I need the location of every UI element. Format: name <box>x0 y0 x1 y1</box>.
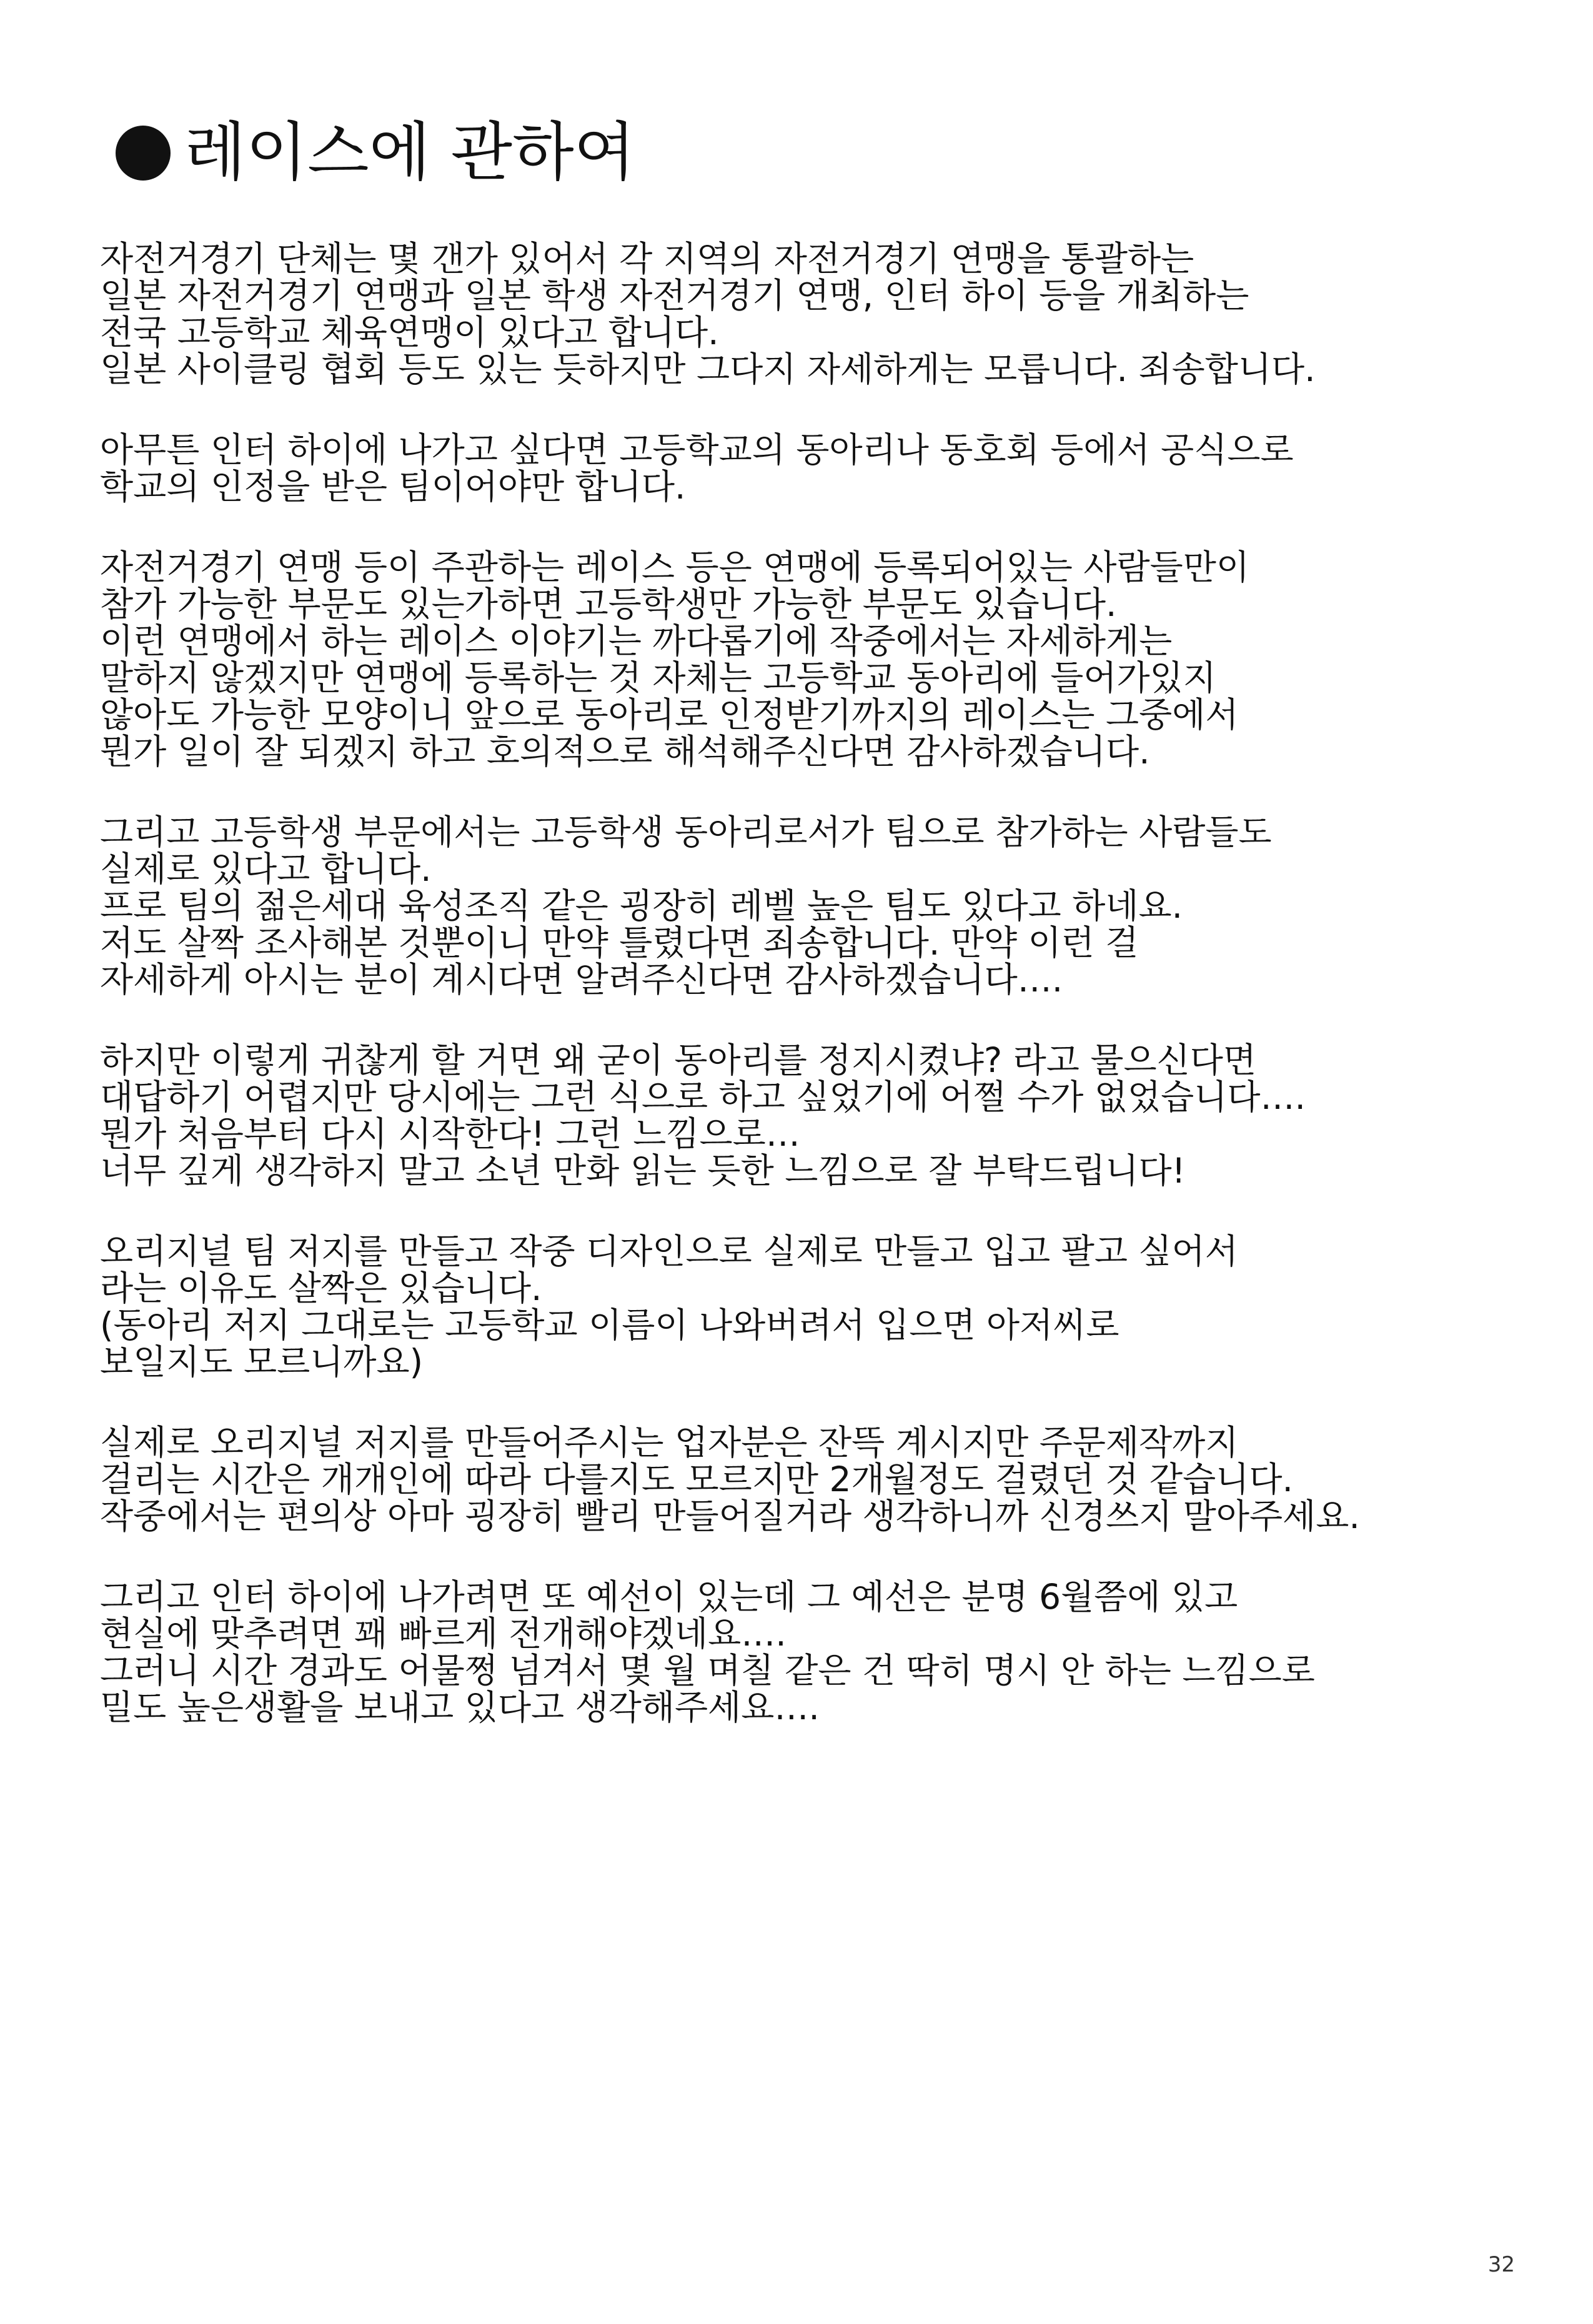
text-line: 않아도 가능한 모양이니 앞으로 동아리로 인정받기까지의 레이스는 그중에서 <box>100 695 1239 735</box>
text-line: 일본 자전거경기 연맹과 일본 학생 자전거경기 연맹, 인터 하이 등을 개최하는 <box>100 276 1249 315</box>
page-number: 32 <box>1487 2252 1515 2277</box>
text-line: 뭔가 일이 잘 되겠지 하고 호의적으로 해석해주신다면 감사하겠습니다. <box>100 732 1150 772</box>
text-line: 프로 팀의 젊은세대 육성조직 같은 굉장히 레벨 높은 팀도 있다고 하네요. <box>100 886 1183 926</box>
text-line: 실제로 오리지널 저지를 만들어주시는 업자분은 잔뜩 계시지만 주문제작까지 <box>100 1423 1239 1462</box>
paragraph <box>100 814 1506 998</box>
page-title <box>116 112 635 194</box>
text-line: (동아리 저지 그대로는 고등학교 이름이 나와버려서 입으면 아저씨로 <box>100 1305 1119 1345</box>
text-line: 실제로 있다고 합니다. <box>100 849 432 889</box>
bullet-icon <box>116 126 171 181</box>
text-line: 말하지 않겠지만 연맹에 등록하는 것 자체는 고등학교 동아리에 들어가있지 <box>100 658 1216 698</box>
paragraph <box>100 1579 1506 1726</box>
text-line: 자세하게 아시는 분이 계시다면 알려주신다면 감사하겠습니다…. <box>100 960 1063 1000</box>
text-line: 일본 사이클링 협회 등도 있는 듯하지만 그다지 자세하게는 모릅니다. 죄송합니다. <box>100 349 1316 389</box>
text-line: 대답하기 어렵지만 당시에는 그런 식으로 하고 싶었기에 어쩔 수가 없었습니다…. <box>100 1077 1306 1117</box>
paragraph <box>100 1233 1506 1381</box>
body-text <box>100 241 1506 1770</box>
paragraph <box>100 1042 1506 1189</box>
page-title-text: 레이스에 관하여 <box>184 116 636 190</box>
text-line: 자전거경기 단체는 몇 갠가 있어서 각 지역의 자전거경기 연맹을 통괄하는 <box>100 239 1194 279</box>
text-line: 이런 연맹에서 하는 레이스 이야기는 까다롭기에 작중에서는 자세하게는 <box>100 621 1173 661</box>
text-line: 자전거경기 연맹 등이 주관하는 레이스 등은 연맹에 등록되어있는 사람들만이 <box>100 547 1250 587</box>
text-line: 그리고 고등학생 부문에서는 고등학생 동아리로서가 팀으로 참가하는 사람들도 <box>100 812 1272 852</box>
paragraph <box>100 432 1506 505</box>
text-line: 현실에 맞추려면 꽤 빠르게 전개해야겠네요…. <box>100 1614 787 1654</box>
text-line: 라는 이유도 살짝은 있습니다. <box>100 1268 542 1308</box>
text-line: 그러니 시간 경과도 어물쩡 넘겨서 몇 월 며칠 같은 건 딱히 명시 안 하는 느낌으로 <box>100 1651 1315 1691</box>
text-line: 저도 살짝 조사해본 것뿐이니 만약 틀렸다면 죄송합니다. 만약 이런 걸 <box>100 923 1139 963</box>
text-line: 오리지널 팀 저지를 만들고 작중 디자인으로 실제로 만들고 입고 팔고 싶어서 <box>100 1231 1238 1271</box>
paragraph <box>100 241 1506 388</box>
text-line: 학교의 인정을 받은 팀이어야만 합니다. <box>100 467 686 507</box>
text-line: 전국 고등학교 체육연맹이 있다고 합니다. <box>100 312 719 352</box>
text-line: 작중에서는 편의상 아마 굉장히 빨리 만들어질거라 생각하니까 신경쓰지 말아주세요. <box>100 1496 1360 1536</box>
text-line: 참가 가능한 부문도 있는가하면 고등학생만 가능한 부문도 있습니다. <box>100 584 1117 624</box>
paragraph <box>100 549 1506 770</box>
text-line: 아무튼 인터 하이에 나가고 싶다면 고등학교의 동아리나 동호회 등에서 공식으로 <box>100 430 1294 470</box>
text-line: 너무 깊게 생각하지 말고 소년 만화 읽는 듯한 느낌으로 잘 부탁드립니다! <box>100 1151 1186 1191</box>
text-line: 보일지도 모르니까요) <box>100 1342 424 1382</box>
text-line: 그리고 인터 하이에 나가려면 또 예선이 있는데 그 예선은 분명 6월쯤에 있고 <box>100 1577 1238 1617</box>
paragraph <box>100 1424 1506 1535</box>
text-line: 걸리는 시간은 개개인에 따라 다를지도 모르지만 2개월정도 걸렸던 것 같습니다. <box>100 1459 1293 1499</box>
text-line: 밀도 높은생활을 보내고 있다고 생각해주세요…. <box>100 1687 820 1727</box>
text-line: 뭔가 처음부터 다시 시작한다! 그런 느낌으로… <box>100 1114 800 1154</box>
text-line: 하지만 이렇게 귀찮게 할 거면 왜 굳이 동아리를 정지시켰냐? 라고 물으신다면 <box>100 1040 1257 1080</box>
